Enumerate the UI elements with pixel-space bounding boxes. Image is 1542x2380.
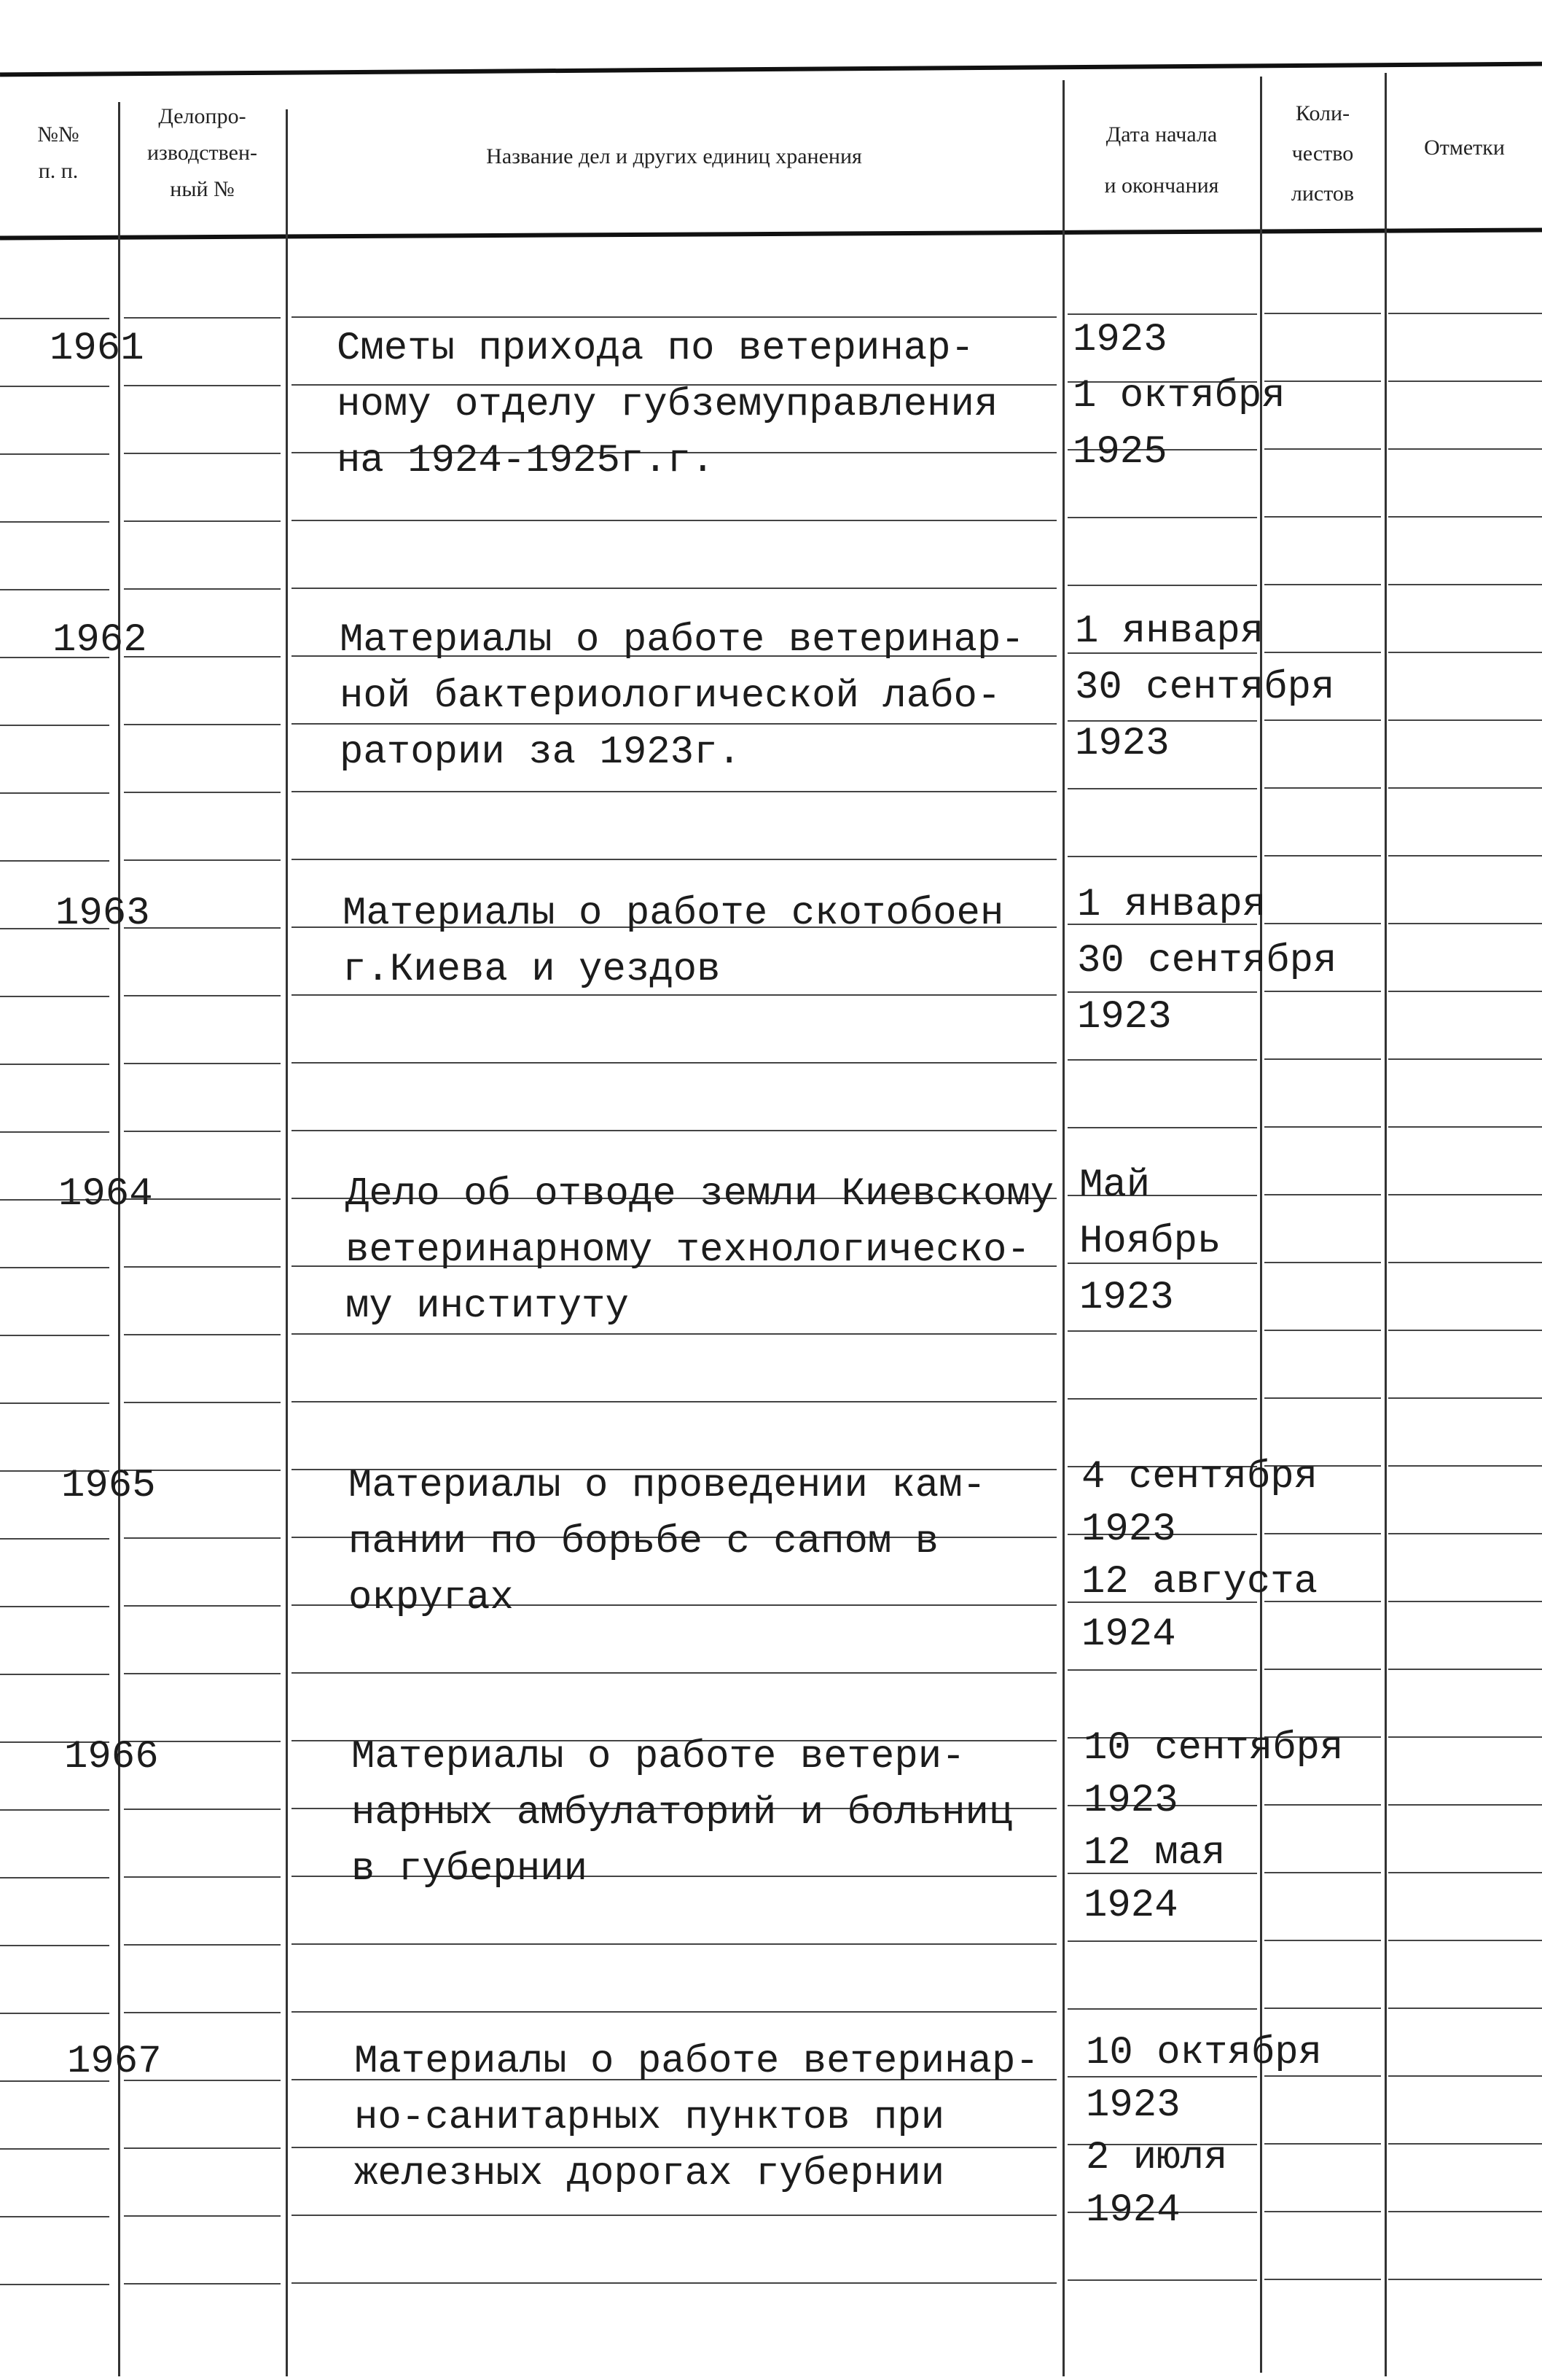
- entry-date-line: 1923: [1079, 1276, 1174, 1320]
- ruled-line: [1388, 923, 1542, 924]
- ruled-line: [1388, 1804, 1542, 1806]
- ruled-line: [124, 724, 281, 725]
- ruled-line: [0, 725, 109, 726]
- ruled-line: [124, 588, 281, 590]
- ruled-line: [1388, 1397, 1542, 1399]
- ruled-line: [1068, 788, 1257, 789]
- ruled-line: [1388, 1940, 1542, 1941]
- ruled-line: [0, 1267, 109, 1268]
- entry-title-line: Материалы о проведении кам-: [348, 1464, 986, 1508]
- header-bottom-border: [0, 227, 1542, 240]
- header-office-line: ный №: [170, 177, 235, 201]
- ruled-line: [1068, 1127, 1257, 1128]
- ruled-line: [1068, 1669, 1257, 1671]
- ruled-line: [1264, 1058, 1381, 1060]
- ruled-line: [1388, 1262, 1542, 1263]
- ruled-line: [291, 1130, 1057, 1131]
- entry-date-line: 12 мая: [1084, 1831, 1226, 1876]
- ruled-line: [1388, 1465, 1542, 1467]
- ruled-line: [0, 860, 109, 862]
- ruled-line: [0, 589, 109, 590]
- ruled-line: [0, 1131, 109, 1133]
- ruled-line: [0, 1674, 109, 1675]
- ruled-line: [124, 520, 281, 522]
- header-number-line: №№: [37, 122, 79, 147]
- ruled-line: [124, 453, 281, 454]
- ruled-line: [1388, 1126, 1542, 1128]
- ruled-line: [1388, 313, 1542, 314]
- ruled-line: [291, 2011, 1057, 2013]
- ruled-line: [1068, 1940, 1257, 1942]
- ruled-line: [0, 1064, 109, 1065]
- ruled-line: [1068, 517, 1257, 518]
- entry-date-line: 4 сентября: [1081, 1455, 1318, 1499]
- ruled-line: [1264, 1126, 1381, 1128]
- ruled-line: [1388, 584, 1542, 585]
- ruled-line: [291, 1401, 1057, 1402]
- ruled-line: [1388, 2211, 1542, 2212]
- entry-title-line: Материалы о работе ветеринар-: [354, 2040, 1039, 2084]
- ruled-line: [1388, 1533, 1542, 1534]
- ruled-line: [124, 859, 281, 861]
- ruled-line: [1264, 313, 1381, 314]
- entry-date-line: 1923: [1075, 722, 1170, 766]
- ruled-line: [0, 318, 109, 319]
- ruled-line: [1388, 1601, 1542, 1602]
- entry-title-line: пании по борьбе с сапом в: [348, 1520, 939, 1564]
- ruled-line: [1388, 1330, 1542, 1331]
- ruled-line: [1388, 652, 1542, 653]
- ruled-line: [1264, 584, 1381, 585]
- entry-title-line: ной бактериологической лабо-: [340, 674, 1001, 719]
- ruled-line: [1388, 2008, 1542, 2009]
- ruled-line: [1264, 787, 1381, 789]
- entry-date-line: 1923: [1077, 995, 1172, 1039]
- ruled-line: [0, 1606, 109, 1607]
- header-dates-line: и окончания: [1104, 173, 1219, 198]
- entry-title-line: но-санитарных пунктов при: [354, 2096, 945, 2140]
- entry-date-line: 1925: [1073, 430, 1167, 475]
- ruled-line: [1068, 585, 1257, 586]
- ruled-line: [0, 1945, 109, 1946]
- ruled-line: [124, 317, 281, 319]
- ruled-line: [124, 1809, 281, 1810]
- ruled-line: [124, 656, 281, 658]
- ruled-line: [1068, 2008, 1257, 2010]
- ruled-line: [1388, 1872, 1542, 1873]
- ruled-line: [291, 1672, 1057, 1674]
- entry-date-line: 1923: [1086, 2083, 1181, 2128]
- ruled-line: [124, 1131, 281, 1132]
- header-sheets-line: чество: [1291, 141, 1354, 165]
- ruled-line: [291, 588, 1057, 589]
- ruled-line: [1388, 2143, 1542, 2145]
- entry-title-line: ратории за 1923г.: [340, 730, 741, 775]
- entry-title-line: на 1924-1925г.г.: [337, 439, 715, 483]
- entry-number: 1965: [61, 1464, 156, 1508]
- ruled-line: [0, 792, 109, 794]
- ruled-line: [1264, 2279, 1381, 2280]
- entry-date-line: Май: [1079, 1163, 1151, 1208]
- ruled-line: [124, 2215, 281, 2217]
- ruled-line: [124, 995, 281, 996]
- column-divider: [286, 109, 288, 2376]
- header-sheets-line: листов: [1291, 182, 1355, 206]
- ruled-line: [124, 792, 281, 793]
- ruled-line: [124, 1266, 281, 1268]
- ruled-line: [0, 386, 109, 387]
- column-divider: [1385, 73, 1387, 2376]
- entry-number: 1961: [50, 327, 144, 371]
- entry-date-line: 12 августа: [1081, 1560, 1318, 1604]
- entry-date-line: 1 января: [1077, 883, 1267, 927]
- entry-date-line: 30 сентября: [1077, 939, 1337, 983]
- ruled-line: [291, 2282, 1057, 2284]
- entry-date-line: 1924: [1084, 1884, 1178, 1928]
- entry-date-line: 10 октября: [1086, 2031, 1323, 2075]
- ruled-line: [124, 1944, 281, 1946]
- entry-title-line: Материалы о работе ветери-: [351, 1735, 966, 1779]
- entry-title-line: ветеринарному технологическо-: [345, 1228, 1030, 1273]
- entry-number: 1967: [67, 2040, 162, 2084]
- entry-title-line: железных дорогах губернии: [354, 2152, 945, 2196]
- ruled-line: [0, 996, 109, 997]
- ruled-line: [1264, 1804, 1381, 1806]
- ruled-line: [1068, 2279, 1257, 2281]
- ruled-line: [1264, 2008, 1381, 2009]
- entry-number: 1964: [58, 1172, 153, 1217]
- ruled-line: [1264, 1669, 1381, 1670]
- header-office-line: Делопро-: [158, 104, 246, 128]
- ruled-line: [1264, 1262, 1381, 1263]
- ruled-line: [1264, 1330, 1381, 1331]
- ruled-line: [124, 1673, 281, 1674]
- ruled-line: [1388, 787, 1542, 789]
- entry-title-line: Дело об отводе земли Киевскому: [345, 1172, 1054, 1217]
- ruled-line: [1264, 1194, 1381, 1195]
- ruled-line: [1068, 856, 1257, 857]
- entry-number: 1962: [52, 618, 147, 663]
- entry-title-line: му институту: [345, 1284, 629, 1329]
- ruled-line: [1264, 719, 1381, 721]
- ruled-line: [0, 2216, 109, 2217]
- ruled-line: [1388, 1736, 1542, 1738]
- ruled-line: [1388, 2075, 1542, 2077]
- entry-number: 1963: [55, 891, 150, 936]
- header-number-line: п. п.: [38, 159, 79, 183]
- ruled-line: [0, 2148, 109, 2150]
- entry-date-line: 30 сентября: [1075, 666, 1335, 710]
- ruled-line: [1264, 991, 1381, 992]
- ruled-line: [0, 521, 109, 523]
- entry-date-line: 10 сентября: [1084, 1726, 1344, 1771]
- ruled-line: [1388, 719, 1542, 721]
- ruled-line: [291, 520, 1057, 521]
- ruled-line: [124, 2147, 281, 2149]
- ruled-line: [1388, 1194, 1542, 1195]
- ruled-line: [1068, 1330, 1257, 1332]
- entry-title-line: г.Киева и уездов: [343, 948, 721, 992]
- ruled-line: [1388, 381, 1542, 382]
- entry-date-line: Ноябрь: [1079, 1220, 1221, 1264]
- header-title: Название дел и других единиц хранения: [486, 144, 862, 168]
- ruled-line: [1388, 1058, 1542, 1060]
- ruled-line: [0, 1809, 109, 1811]
- ruled-line: [1388, 516, 1542, 518]
- entry-number: 1966: [64, 1735, 159, 1779]
- ruled-line: [124, 1605, 281, 1607]
- ruled-line: [0, 1538, 109, 1540]
- column-divider: [1062, 80, 1065, 2376]
- ruled-line: [0, 2284, 109, 2285]
- entry-date-line: 2 июля: [1086, 2136, 1228, 2180]
- ruled-line: [1388, 855, 1542, 857]
- ruled-line: [0, 1402, 109, 1404]
- ruled-line: [1388, 2279, 1542, 2280]
- ruled-line: [1388, 991, 1542, 992]
- header-sheets-line: Коли-: [1295, 101, 1350, 125]
- ruled-line: [1264, 855, 1381, 857]
- ruled-line: [291, 316, 1057, 318]
- entry-title-line: Материалы о работе ветеринар-: [340, 618, 1025, 663]
- entry-title-line: округах: [348, 1576, 514, 1620]
- ruled-line: [124, 2012, 281, 2013]
- ruled-line: [1264, 1397, 1381, 1399]
- ruled-line: [124, 1537, 281, 1539]
- header-dates: [1064, 109, 1259, 211]
- entry-date-line: 1924: [1086, 2188, 1181, 2233]
- ruled-line: [1388, 448, 1542, 450]
- entry-date-line: 1923: [1084, 1779, 1178, 1823]
- header-office-number: [120, 98, 284, 208]
- header-dates-line: Дата начала: [1105, 122, 1218, 147]
- ruled-line: [124, 2283, 281, 2285]
- ruled-line: [1264, 448, 1381, 450]
- entry-date-line: 1923: [1073, 318, 1167, 362]
- ruled-line: [0, 2013, 109, 2014]
- ruled-line: [0, 1335, 109, 1336]
- entry-title-line: нарных амбулаторий и больниц: [351, 1791, 1013, 1835]
- ruled-line: [1068, 1059, 1257, 1061]
- ruled-line: [1388, 1669, 1542, 1670]
- ruled-line: [124, 385, 281, 386]
- ruled-line: [1068, 1398, 1257, 1400]
- entry-date-line: 1 октября: [1073, 374, 1285, 418]
- entry-title-line: ному отделу губземуправления: [337, 383, 998, 427]
- ruled-line: [1264, 652, 1381, 653]
- entry-title-line: в губернии: [351, 1847, 588, 1892]
- header-sheets: [1262, 93, 1383, 214]
- header-office-line: изводствен-: [146, 141, 258, 165]
- header-number: [15, 117, 102, 190]
- ruled-line: [0, 453, 109, 455]
- ruled-line: [0, 1877, 109, 1878]
- ruled-line: [1264, 516, 1381, 518]
- ruled-line: [1264, 1940, 1381, 1941]
- entry-date-line: 1 января: [1075, 609, 1264, 654]
- ruled-line: [291, 791, 1057, 792]
- header-notes: Отметки: [1424, 136, 1505, 160]
- ruled-line: [1264, 1533, 1381, 1534]
- ruled-line: [1264, 2143, 1381, 2145]
- ruled-line: [124, 1063, 281, 1064]
- entry-title-line: Материалы о работе скотобоен: [343, 891, 1004, 936]
- ruled-line: [124, 1876, 281, 1878]
- ruled-line: [1264, 923, 1381, 924]
- entry-date-line: 1924: [1081, 1612, 1176, 1657]
- header-top-border: [0, 62, 1542, 77]
- entry-date-line: 1923: [1081, 1507, 1176, 1552]
- ruled-line: [291, 2215, 1057, 2216]
- ruled-line: [291, 1062, 1057, 1064]
- ruled-line: [124, 1402, 281, 1403]
- ruled-line: [1264, 2211, 1381, 2212]
- ruled-line: [291, 1943, 1057, 1945]
- ruled-line: [124, 1334, 281, 1335]
- ruled-line: [1264, 1872, 1381, 1873]
- entry-title-line: Сметы прихода по ветеринар-: [337, 327, 974, 371]
- ruled-line: [291, 859, 1057, 860]
